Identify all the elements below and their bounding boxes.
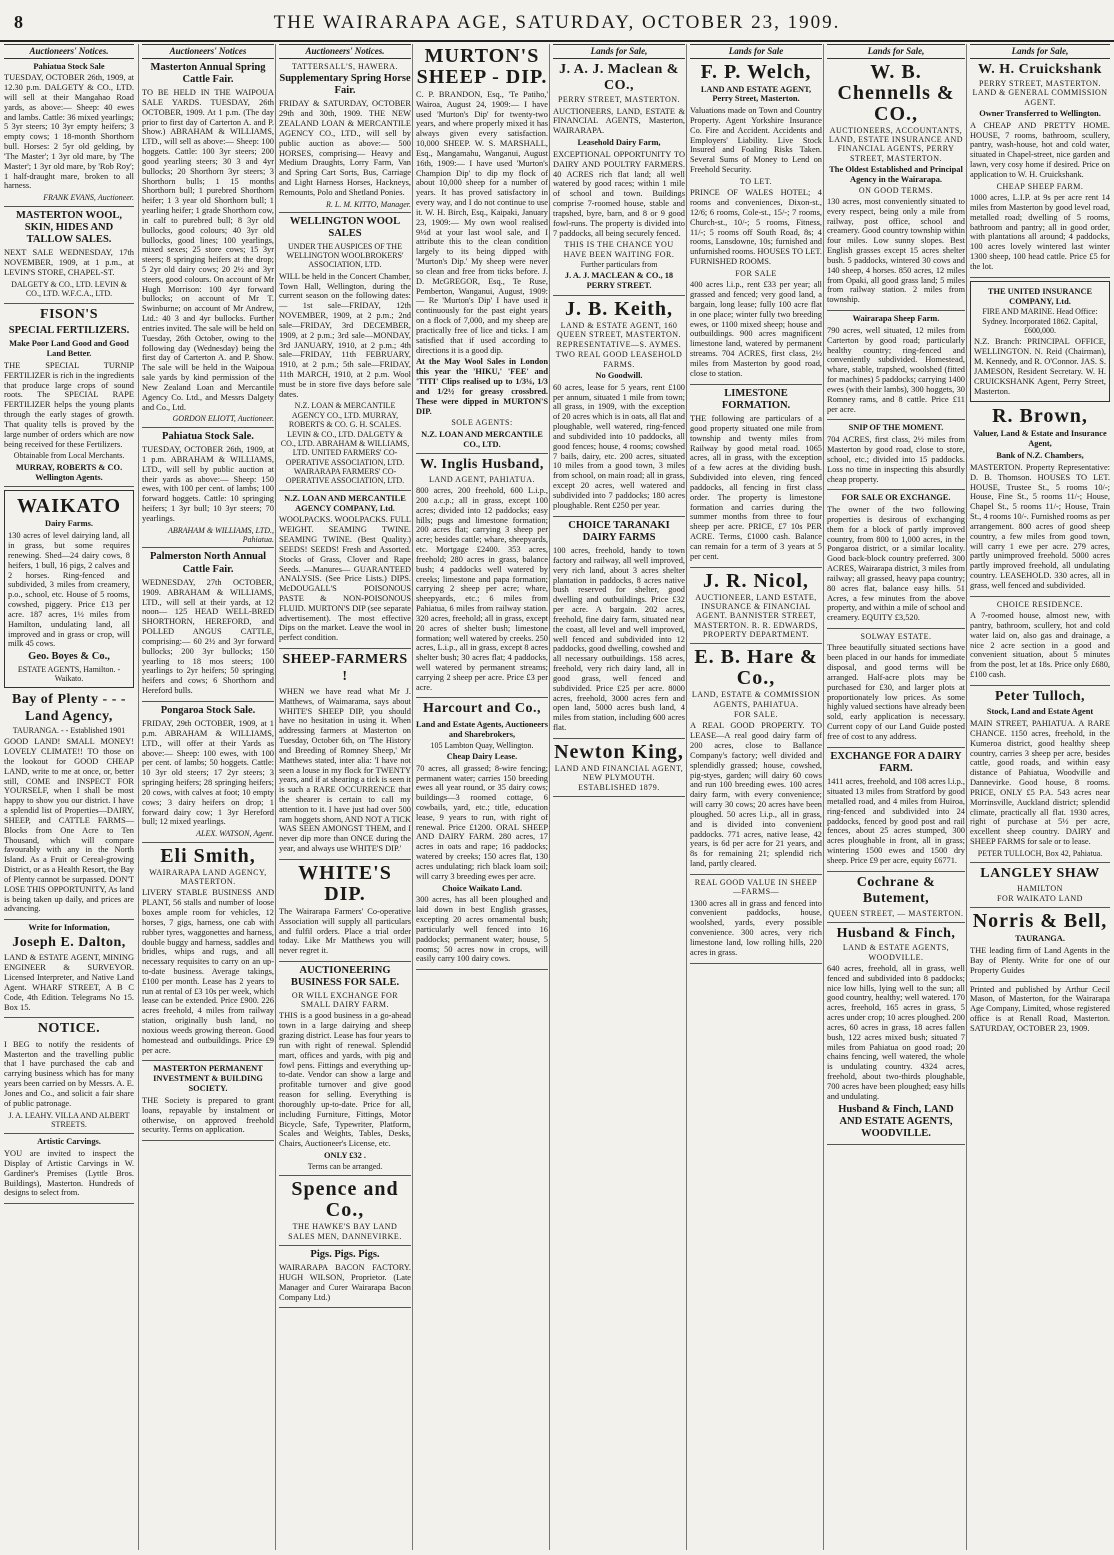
ad-welch xyxy=(690,62,822,385)
column-8 xyxy=(966,44,1113,1550)
column-header: Lands for Sale xyxy=(690,44,822,59)
ad-firm: Newton King, xyxy=(554,740,684,763)
ad-body: A 7-roomed house, almost new, with pantry, bathroom, scullery, hot and cold water laid on, also gas and drainage, a nice 2 acre section in a good and convenient situation, about 5 minutes from the post, let at 18s. Price only £680, £100 cash. xyxy=(970,611,1110,680)
ad-inglis-husband xyxy=(416,457,548,698)
ad-nz-loan xyxy=(279,494,411,649)
ad-address: 105 Lambton Quay, Wellington. xyxy=(430,740,534,750)
ad-goodwill: No Goodwill. xyxy=(595,370,643,380)
ad-title: FISON'S xyxy=(40,306,98,322)
ad-agents: MURRAY, ROBERTS & CO. Wellington Agents. xyxy=(15,462,123,482)
ad-firm: Geo. Boyes & Co., xyxy=(28,651,110,663)
ad-leasehold: Leasehold Dairy Farm, xyxy=(577,138,661,148)
ad-body: THE following are particulars of a good property situated one mile from township and twenty miles from Railway by good metal road. 1065 acres, all in grass, with the exception of a few acres at the dividing bush. Subdivided into eleven, ring fenced paddocks, all fencing in first class order. The property is limestone formation and carries during the summer months from three to four sheep per acre. PRICE, £7 10s PER ACRE. Terms, £1000 cash. Balance can remain for a term of 3 years at 5 per cent. xyxy=(690,414,822,561)
ad-signature: GORDON ELIOTT, Auctioneer. xyxy=(172,414,274,424)
ad-cheap: CHEAP SHEEP FARM. xyxy=(996,181,1084,191)
ad-cruickshank xyxy=(970,62,1110,278)
ad-body: 130 acres of level dairying land, all in grass, but some requires renewing. Shed—24 dairy cows, 8 heifers, 1 bull, 16 pigs, 2 calves and 2 horses. Ring-fenced and subdivided, 3 miles from creamery, p.o., school, etc. House of 5 rooms, cowshed, piggery. Price £13 per acre. 187 acres, 1½ miles from Hamilton, undulating land, all improved and in grass or crop, will milk 45 cows. xyxy=(8,531,130,649)
ad-title: FOR SALE OR EXCHANGE. xyxy=(841,493,951,503)
ad-body-2: 300 acres, has all been ploughed and laid down in best English grasses, excepting 20 acres ornamental bush; particularly well fenced into 16 paddocks; permanent water; house, 5 rooms; 50 acres now in crops, will easily carry 100 dairy cows. xyxy=(416,895,548,964)
ad-title: WELLINGTON WOOL SALES xyxy=(289,216,401,240)
ad-for-sale: FOR SALE. xyxy=(733,710,779,720)
ad-taranaki xyxy=(553,520,685,739)
ad-title: SHEEP-FARMERS ! xyxy=(282,652,408,684)
ad-body: TUESDAY, OCTOBER 26th, 1909, at 1 p.m. ABRAHAM & WILLIAMS, LTD., will sell by public auction at their yards as above:— Sheep: 150 ewes, with 100 per cent. of lambs; 100 forward hoggets. Cattle: 10 springing heifers; 1 3yr bull; 10 3yr steers; 70 yearlings. xyxy=(142,445,274,523)
ad-sub: LAND & ESTATE AGENTS, WOODVILLE. xyxy=(842,943,950,962)
ad-maclean xyxy=(553,62,685,297)
ad-signature: FRANK EVANS, Auctioneer. xyxy=(43,193,134,203)
column-header: Auctioneers' Notices. xyxy=(4,44,134,59)
ad-sub: LAND & ESTATE AGENT, 160 QUEEN STREET, MASTERTON. REPRESENTATIVE—S. AYMES. xyxy=(556,321,682,349)
ad-sub: LAND AND FINANCIAL AGENT, NEW PLYMOUTH. ESTABLISHED 1879. xyxy=(554,763,684,792)
ad-body: MASTERTON. Property Representative: D. B. Thomson. HOUSES TO LET. HOUSE, Trustee St., 5 rooms 10/-; House, Fine St., 5 rooms 11/-; House, Chapel St., 5 rooms 11/-; House, Train St., 4 rooms 10/-. Furnished rooms as per arrangement. 800 acres of good sheep country, a few miles from good town, will carry 1 ewe per acre. 279 acres, partly unimproved freehold. 5000 acres partly improved freehold, all undulating country. LEASEHOLD. 330 acres, all in grass, well fenced and subdivided. xyxy=(970,462,1110,590)
ad-body: YOU are invited to inspect the Display of Artistic Carvings in W. Gardiner's Premises (Lyttle Bros. Buildings), Masterton. Hundreds of designs to select from. xyxy=(4,1149,134,1198)
ad-body: GOOD LAND! SMALL MONEY! LOVELY CLIMATE!! TO those on the lookout for GOOD CHEAP LAND, write to me at once, or, better still, COME and INSPECT FOR YOURSELF, when I shall be most happy to show you our district. I have a splendid list of Properties—DAIRY, SHEEP, and CATTLE FARMS—Blocks from One Acre to Ten Thousand, which will compare favourably with any in the North Island. As a Fruit or Cereal-growing District, or as a Health Resort, the Bay of Plenty cannot be surpassed. DON'T LOSE THIS OPPORTUNITY, As land is being taken up daily, and prices are advancing. xyxy=(4,737,134,914)
column-header: Lands for Sale, xyxy=(970,44,1110,59)
column-header: Lands for Sale, xyxy=(553,44,685,59)
ad-firm: W. H. Cruickshank xyxy=(978,61,1102,77)
ad-sub: PERRY STREET, MASTERTON. xyxy=(557,95,681,105)
ad-terms: ON GOOD TERMS. xyxy=(858,185,934,195)
ad-title: Supplementary Spring Horse Fair. xyxy=(279,72,411,97)
ad-sub: PERRY STREET, MASTERTON. LAND & GENERAL COMMISSION AGENT. xyxy=(972,78,1108,107)
ad-sub: QUEEN STREET, — MASTERTON. xyxy=(828,908,964,918)
ad-body: 130 acres, most conveniently situated to every respect, being only a mile from railway, post office, school and creamery. Good country township within four miles. Low sunny slopes. Best English grasses except 15 acres shelter bush. 5 paddocks, wintered 30 cows and 140 sheep, 4 horses. 850 acres, 12 miles from Opaki, all good grass land; 5 miles from railway station. 2 miles from township. xyxy=(827,196,965,305)
page-number: 8 xyxy=(14,12,23,32)
ad-firm: J. R. Nicol, xyxy=(703,569,809,592)
ad-notice xyxy=(4,1021,134,1134)
ad-sub: AUCTIONEERS, ACCOUNTANTS, LAND, ESTATE INSURANCE AND FINANCIAL AGENTS, PERRY STREET, MASTERTON. xyxy=(828,125,964,163)
ad-subtitle: Dairy Farms. xyxy=(45,519,93,529)
ad-keith xyxy=(553,299,685,516)
ad-title: Pahiatua Stock Sale xyxy=(33,61,105,71)
ad-particulars: Further particulars from xyxy=(580,260,658,270)
ad-title: Artistic Carvings. xyxy=(37,1137,101,1147)
ad-body: 1300 acres all in grass and fenced into convenient paddocks, house, woolshed, yards, every possible convenience. 300 acres, very rich limestone land, low rolling hills, 220 acres in grass. xyxy=(690,898,822,957)
column-5 xyxy=(549,44,688,1550)
ad-sheep-value xyxy=(690,878,822,964)
ad-brown xyxy=(970,406,1110,596)
ad-title: REAL GOOD VALUE IN SHEEP —FARMS— xyxy=(694,877,818,897)
ad-chennells xyxy=(827,62,965,312)
ad-pongaroa xyxy=(142,705,274,843)
ad-carvings xyxy=(4,1137,134,1204)
ad-signature: PETER TULLOCH, Box 42, Pahiatua. xyxy=(977,848,1103,858)
ad-contact: J. A. J. MACLEAN & CO., 18 PERRY STREET. xyxy=(564,271,674,291)
ad-firm: Spence and Co., xyxy=(291,1178,399,1222)
ad-title: WHITE'S DIP. xyxy=(298,861,392,905)
ad-subtitle: SPECIAL FERTILIZERS. xyxy=(8,325,130,337)
ad-write: Write for Information, xyxy=(28,923,110,933)
ad-title: WAIKATO xyxy=(16,495,122,518)
ad-pahiatua-stock-sale xyxy=(4,62,134,207)
ad-cochrane xyxy=(827,875,965,923)
ad-bay-of-plenty xyxy=(4,692,134,920)
ad-body: The Wairarapa Farmers' Co-operative Association will supply all particulars and fulfil orders. Place a trial order today. Like Mr Matthews you will never regret it. xyxy=(279,906,411,956)
ad-palmerston xyxy=(142,551,274,702)
ad-tulloch xyxy=(970,689,1110,863)
ad-body: Three beautifully situated sections have been placed in our hands for immediate disposal, and good terms will be arranged. Half-acre plots may be purchased for £30, and larger plots at proportionately low prices. As some highly valued sections have already been sold, early application is necessary. Current copy of our Land Guide posted free of cost to any address. xyxy=(827,643,965,741)
ad-body: WHEN we have read what Mr J. Matthews, of Waimarama, says about WHITE'S SHEEP DIP, you should have no hesitation in using it. When addressing farmers at Masterton on Tuesday, October 6th, on 'The History and Breeding of Romney Sheep,' Mr Matthews stated, inter alia: 'I have not seen a louse in my flock for TWENTY years, and if at shearing a tick is seen it is such a RARE OCCURRENCE that the shearer is certain to call my attention to it. I have just had over 500 ram hoggets shorn, AND NOT A TICK WAS SEEN AMONGST THEM, and I never dip more than ONCE during the year, and always use WHITE'S DIP.' xyxy=(279,686,411,854)
ad-body: LAND & ESTATE AGENT, MINING ENGINEER & SURVEYOR. Licensed Interpreter, and Native Land Agent. WHARF STREET, A B C Code, 4th Edition. Telegrams No 15. Box 15. xyxy=(4,953,134,1012)
ad-signature: ABRAHAM & WILLIAMS, LTD., Pahiatua. xyxy=(167,525,274,545)
ad-body: 1411 acres, freehold, and 108 acres l.i.p., situated 13 miles from Stratford by good metalled road, and 4 miles from Huiroa, ring-fenced and subdivided into 24 paddocks, fenced by good post and rail fences, about 25 acres stumped, 300 acres ploughable in front, all in grass; wintering 1500 ewes and 1500 dry sheep. Price £9 per acre, equity £6771. xyxy=(827,777,965,865)
ad-tag: FOR WAIKATO LAND xyxy=(997,893,1083,903)
ad-firm: Harcourt and Co., xyxy=(423,701,541,717)
ad-title: Palmerston North Annual Cattle Fair. xyxy=(149,551,267,575)
ad-body: 70 acres, all grassed; 8-wire fencing; permanent water; carries 150 breeding ewes all year round, or 35 dairy cows; buildings—3 roomed cottage, 6 cowbails, yard, etc.; title, education lease, 9 years to run, with right of renewal. Price £1200. ORAL SHEEP AND DAIRY FARM. 280 acres, 17 acres in oats and rape; 16 paddocks; watered by creeks; 150 acres flat, 130 acres undulating; rich black loam soil; will carry 3 breeding ewes per acre. xyxy=(416,763,548,881)
ad-oldest: The Oldest Established and Principal Agency in the Wairarapa. xyxy=(829,164,963,184)
ad-title: MASTERTON WOOL, SKIN, HIDES AND TALLOW SALES. xyxy=(15,209,122,246)
ad-body: A REAL GOOD PROPERTY. TO LEASE—A real good dairy farm of 200 acres, close to Ballance Company's factory; well divided and splendidly grassed; house, cowshed, pig-styes, garden; will dairy 60 cows and run 100 breeding ewes. 100 acres dairy farm, with every convenience; will carry 30 cows; 20 acres have been ploughed. 50 acres l.i.p., all in grass, and is divided into convenient paddocks. 771 acres, native lease, 42 years, is 6d per acre for 21 years, and 8s for remaining 21; splendid rich land, partly cleared. xyxy=(690,721,822,869)
ad-title: NOTICE. xyxy=(37,1021,101,1037)
ad-title: Pigs. Pigs. Pigs. xyxy=(310,1248,380,1260)
ad-newton-king xyxy=(553,742,685,797)
ad-title: N.Z. LOAN AND MERCANTILE AGENCY COMPANY, Ltd. xyxy=(284,493,406,513)
ad-label: TATTERSALL'S, HAWERA. xyxy=(292,61,398,71)
ad-exchange-dairy xyxy=(827,751,965,872)
ad-firm: Husband & Finch, xyxy=(836,925,956,941)
ad-spring-fair xyxy=(142,62,274,428)
ad-agents: N.Z. LOAN AND MERCANTILE CO., LTD. xyxy=(421,429,543,449)
ad-wool-sales xyxy=(4,210,134,304)
ad-body: THE SPECIAL TURNIP FERTILIZER is rich in the ingredients that produce large crops of sound roots. The SPECIAL RAPE FERTILIZER helps the young plants through the early stages of growth. That quality tells is proved by the large number of orders which are now being received for these Fertilizers. xyxy=(4,361,134,449)
ad-signature: ALEX. WATSON, Agent. xyxy=(196,829,274,839)
ad-firm: J. B. Keith, xyxy=(564,298,674,321)
ad-langley-shaw xyxy=(970,866,1110,908)
ad-sub: LAND AND ESTATE AGENT, Perry Street, Masterton. xyxy=(700,84,812,104)
column-header: Auctioneers' Notices xyxy=(142,44,274,59)
ad-wairarapa-sheep xyxy=(827,314,965,420)
ad-title: Bay of Plenty - - - Land Agency, xyxy=(11,692,127,724)
ad-owner: Owner Transferred to Wellington. xyxy=(979,108,1101,118)
ad-firm: E. B. Hare & Co., xyxy=(694,646,818,690)
ad-sub: LAND AGENT, PAHIATUA. xyxy=(428,474,536,484)
ad-body-3: 400 acres l.i.p., rent £33 per year; all grassed and fenced; very good land, a bargain, long lease; fully 100 acre flat in one place; winter fully two breeding ewes, or 1100 mixed sheep; house and outbuildings. 900 acres magnificent limestone land, watered by permanent streams. 704 ACRES, first class, 2½ miles from Masterton by good road, close to station. xyxy=(690,280,822,378)
ad-cheap-lease: Cheap Dairy Lease. xyxy=(446,751,518,761)
column-6 xyxy=(686,44,825,1550)
ad-body: TUESDAY, OCTOBER 26th, 1909, at 12.30 p.m. DALGETY & CO., LTD. will sell at their Mangahao Road yards, as above:— Sheep: 40 ewes and lambs. Cattle: 36 mixed yearlings; 5 3yr steers; 10 3yr empty heifers; 3 empty cows; 1 18-month Shorthorn bull. Horses: 2 5yr old gelding, by 'The Master'; 1 3yr old mare, by 'The Master'; 1 3yr old mare, by 'Rob Roy'; 1 half-draught mare, broken to all harness. xyxy=(4,73,134,191)
ad-leasehold: TWO REAL GOOD LEASEHOLD FARMS. xyxy=(555,350,683,369)
ad-spence xyxy=(279,1179,411,1246)
ad-body: WOOLPACKS. WOOLPACKS. FULL WEIGHT. SEAMING TWINE. SEAMING TWINE. (Best Quality.) SEEDS! SEEDS! Fresh and Assorted. Stocks of Grass, Clover and Rape Seeds. —Manures— GUARANTEED ANALYSIS. (See Price Lists.) DIPS. McDOUGALL'S POISONOUS PASTE & NON-POISONOUS FLUID. MURTON'S DIP (see separate advertisement). The most effective Dips on the market. Leave the wool in perfect condition. xyxy=(279,515,411,643)
ad-body: LIVERY STABLE BUSINESS AND PLANT, 56 stalls and number of loose boxes ample room for vehicles, 12 horses, 7 gigs, harness, one cab with rubber tyres, waggonettes and harness, double buggy and harness, saddles and bridles, whips and rugs, and all necessary requisites to carry on an up-to-date business. Average takings, £100 per month. Lease has 2 years to run at rental of £3 10s per week, which lease can be extended. Price £900. 226 acres freehold, 4 miles from railway station, originally bush land, no noxious weeds growing thereon. Good homestead and outbuildings. Price £9 per acre. xyxy=(142,888,274,1055)
ad-firm-sub: ESTATE AGENTS, Hamilton. - Waikato. xyxy=(17,664,121,683)
ad-tattersalls xyxy=(279,62,411,214)
ad-sub: LAND, ESTATE & COMMISSION AGENTS, PAHIATUA. xyxy=(691,690,821,709)
ad-firm: W. Inglis Husband, xyxy=(420,457,544,473)
column-header: Auctioneers' Notices. xyxy=(279,44,411,59)
ad-title: MASTERTON PERMANENT INVESTMENT & BUILDING SOCIETY. xyxy=(153,1064,263,1094)
ad-united-insurance xyxy=(970,281,1110,403)
masthead xyxy=(0,0,1114,42)
ad-body: WILL be held in the Concert Chamber, Town Hall, Wellington, during the current season on the following dates:— 1st sale—FRIDAY, 12th NOVEMBER, 1909, at 2 p.m.; 2nd sale—FRIDAY, 3rd DECEMBER, 1909, at 2 p.m.; 3rd sale—MONDAY, 3rd JANUARY, 1910, at 2 p.m.; 4th sale—FRIDAY, 11th FEBRUARY, 1910, at 2 p.m.; 5th sale—FRIDAY, 11th MARCH, 1910, at 2 p.m. Wool must be in store five days before sale dates. xyxy=(279,271,411,399)
ad-body: 100 acres, freehold, handy to town factory and railway, all well improved, very rich land, about 3 acres shelter plantation in paddocks, 8 acres native bush reserved for shelter, good dwelling and outbuildings. Price £32 per acre. A bargain. 202 acres, freehold, fine dairy farm, situated near the coast, all level and well improved, well fenced and subdivided into 12 paddocks, good dwelling, cowshed and all necessary outbuildings. 158 acres, freehold, very rich dairy land, all in good grass, well fenced and subdivided. Price £25 per acre. 8000 acres, freehold, 3000 acres fern and open land, 5000 acres bush land, 4 miles from station, including 600 acres flat. xyxy=(553,546,685,732)
ad-agents-label: SOLE AGENTS: xyxy=(451,418,513,428)
ad-body: TO BE HELD IN THE WAIPOUA SALE YARDS. TUESDAY, 26th OCTOBER, 1909. At 1 p.m. (The day prior to first day of Carterton A. and P. Show.) ABRAHAM & WILLIAMS, LTD., will sell as above:— Sheep: 100 hoggets. Cattle: 100 3yr steers; 200 good yearling steers; 30 3 and 4yr bullocks; 20 Shorthorn 3yr steers; 3 Shorthorn bulls; 1 15 months Shorthorn bull; 1 purebred Shorthorn heifer; 1 3 year old Shorthorn bull; 1 yearling heifer; 1 grade Shorthorn cow, in calf to purebred bull; 8 3yr old bullocks, good colours; 40 3yr old bullocks, good lines; 100 yearlings, mixed sexes; 25 store cows; 15 3yr steers; 8 springing heifers at the drop; 5 2yr old dairy cows; 20 2½ and 3yr steers, good colours. On account of Mr Hugh Morrison: 100 4yr forward bullocks; on account of Mr T. Swinburne; on account of Mr Andrew, Ltd.: 40 3 and 4yr bullocks. Further entries invited. The sale will be held on Tuesday, 26th October, owing to the following day (Wednesday) being the first day of Carterton A. and P. Show. The sale will be held in the Waipoua sale yards by kind permission of the New Zealand Loan and Mercantile Agency Co. Ltd., and Messrs Dalgety and Co., Ltd. xyxy=(142,88,274,412)
ad-wellington-wool xyxy=(279,216,411,491)
ad-body: I BEG to notify the residents of Masterton and the travelling public that I have purchased the cab and carrying business which has for many years been carried on by Messrs. A. E. Jones and Co., and solicit a fair share of public patronage. xyxy=(4,1039,134,1108)
ad-hare xyxy=(690,647,822,875)
ad-nicol xyxy=(690,571,822,645)
ad-sub: AUCTIONEER, LAND ESTATE, INSURANCE & FINANCIAL AGENT. BANNISTER STREET, MASTERTON. R. R. EDWARDS, PROPERTY DEPARTMENT. xyxy=(693,592,819,640)
ad-title: THE UNITED INSURANCE COMPANY, Ltd. xyxy=(987,286,1093,306)
ad-terms: Terms can be arranged. xyxy=(307,1161,383,1171)
column-3 xyxy=(275,44,414,1550)
ad-bank: Bank of N.Z. Chambers, xyxy=(996,451,1084,461)
newspaper-title: THE WAIRARAPA AGE, SATURDAY, OCTOBER 23, 1909. xyxy=(273,12,841,33)
ad-body: MAIN STREET, PAHIATUA. A RARE CHANCE. 1150 acres, freehold, in the Kumeroa district, good healthy sheep country, carries 3 sheep per acre, besides cattle, good roads, and within easy distance of Pahiatua, Woodville and Dannevirke. Good house, 8 rooms. PRICE, ONLY £5 P.A. 543 acres near Morrinsville, Auckland district; splendid climate, practically all flat. 1930 acres, right of purchase at 5½ per acre, excellent sheep country. DAIRY and SHEEP FARMS for sale or to lease. xyxy=(970,719,1110,846)
ad-whites-dip xyxy=(279,863,411,962)
imprint: Printed and published by Arthur Cecil Mason, of Masterton, for the Wairarapa Age Company, Limited, whose registered office is at Renall Road, Masterton. SATURDAY, OCTOBER 23, 1909. xyxy=(970,984,1110,1033)
ad-signature: N.Z. LOAN & MERCANTILE AGENCY CO., LTD. MURRAY, ROBERTS & CO. G. H. SCALES. LEVIN & CO., LTD. DALGETY & CO., LTD. ABRAHAM & WILLIAMS, LTD. UNITED FARMERS' CO-OPERATIVE ASSOCIATION, LTD. WAIRARAPA FARMERS' CO-OPERATIVE ASSOCIATION, LTD. xyxy=(280,401,410,486)
ad-sub: WAIRARAPA LAND AGENCY, MASTERTON. xyxy=(149,867,267,886)
ad-body: 640 acres, freehold, all in grass, well fenced and subdivided into 8 paddocks; nice low hills, lying well to the sun; all good country, healthy; well watered. 170 acres, freehold, 165 acres in grass, 5 acres under crop; 10 acres ploughed. 200 acres, 60 acres in grass, 18 acres fallen bush, 122 acres mixed bush; situated 7 miles from Pahiatua on good road; 20 chains fencing, well watered, the whole is undulating country. 4324 acres, freehold, about two-thirds ploughable, 700 acres have been ploughed; easy hills and undulating. xyxy=(827,963,965,1101)
ad-body: THIS is a good business in a go-ahead town in a large dairying and sheep grazing district. Lease has four years to run with right of renewal. Splendid mart, offices and yards, with pig and fowl pens. Fittings and everything up-to-date. Vendor can show a large and profitable turnover and give good reason for selling. Everything is thoroughly up-to-date. Price for all, including Furniture, Fittings, Motor Bicycle, Safe, Typewriter, Platform, Scales and Weights, Tables, Desks, Chairs, Auctioneer's License, etc. xyxy=(279,1011,411,1149)
ad-body: THE leading firm of Land Agents in the Bay of Plenty. Write for one of our Property Guides xyxy=(970,946,1110,975)
ad-body: NEXT SALE WEDNESDAY, 17th NOVEMBER, 1909, at 1 p.m., at LEVIN'S STORE, CHAPEL-ST. xyxy=(4,248,134,278)
ad-solway xyxy=(827,632,965,748)
ad-murtons xyxy=(416,46,548,454)
ad-body: The owner of the two following properties is desirous of exchanging them for a block of partly improved country, from 800 to 1,000 acres, in the Pongaroa district, or a similar locality. Good back-block country preferred. 300 ACRES, Wairarapa district, 3 miles from railway; all grassed, heavy papa country; 80 acres flat, balance easy hills. 51 Acres, a few minutes from the above property, and within a mile of school and creamery. EQUITY £3,520. xyxy=(827,505,965,623)
column-header: Lands for Sale, xyxy=(827,44,965,59)
ad-body: WEDNESDAY, 27th OCTOBER, 1909. ABRAHAM & WILLIAMS, LTD., will sell at their yards, at 12 noon— 125 HEAD WELL-BRED SHORTHORN, HEREFORD, and POLLED ANGUS CATTLE, comprising:— 60 2½ and 3yr forward bullocks; 200 3yr bullocks; 150 yearling to 18 mos steers; 100 yearlings to 2yr heifers; 50 springing heifers and cows; 6 Shorthorn and Hereford bulls. xyxy=(142,577,274,696)
ad-firm: F. P. Welch, xyxy=(700,60,812,83)
ad-highlight: At the May Wool Sales in London this year the 'HIKU,' 'FEE' and 'TITI' Clips realised up to 1/3¼, 1/3 and 1/2½ for greasy crossbred. These were dipped in MURTON'S DIP. xyxy=(416,357,548,416)
ad-exchange xyxy=(827,493,965,629)
ad-firm: Joseph E. Dalton, xyxy=(12,935,126,951)
ad-to-let: TO LET. xyxy=(739,176,773,186)
ad-chance: THIS IS THE CHANCE YOU HAVE BEEN WAITING FOR. xyxy=(563,240,675,259)
ad-sub: TAURANGA. xyxy=(1015,934,1065,944)
ad-body: N.Z. Branch: PRINCIPAL OFFICE, WELLINGTON. N. Reid (Chairman), M. Kennedy, and R. O'Connor. JAS. S. JAMESON, Resident Secretary. W. H. CRUICKSHANK Agent, Perry Street, Masterton. xyxy=(974,337,1106,396)
ad-waikato xyxy=(4,490,134,688)
ad-title: EXCHANGE FOR A DAIRY FARM. xyxy=(830,750,962,775)
ad-signature: DALGETY & CO., LTD. LEVIN & CO., LTD. W.F.C.A., LTD. xyxy=(11,279,127,299)
ad-firm: W. B. Chennells & CO., xyxy=(837,60,955,125)
ad-body: C. P. BRANDON, Esq., 'Te Patiho,' Wairoa, August 24, 1909:— I have used 'Murton's Dip' for twenty-two years, and where properly mixed it has always given every satisfaction. 10,000 SHEEP. W. S. MARSHALL, Esq., Mangamahu, Wanganui, August 16th, 1909:— I have used 'Murton's Champion Dip' to dip my flock of about 10,000 sheep for a number of years. It has proved satisfactory in every way, and I do not continue to use it. W. H. Birch, Esq., Kaipaki, January 23, 1909:— My own wool realised 9½d at your last wool sale, and I attribute this to the clean condition largely to its being dipped with 'Murton's Dip.' My sheep were never so clean and free from ticks before. J. D. McGREGOR, Esq., Te Ruse, Pemberton, Wanganui, August, 1909:— Re 'Murton's Dip' I have used it continuously for the past eight years on a flock of 7,000, and my sheep are practically free of lice and ticks. I am satisfied that if used according to directions it is a good dip. xyxy=(416,90,548,355)
ad-title: Masterton Annual Spring Cattle Fair. xyxy=(150,61,266,85)
ad-pahiatua-sale xyxy=(142,431,274,549)
ad-sub: Valuer, Land & Estate and Insurance Agent, xyxy=(973,429,1107,449)
ad-sheep-farmers xyxy=(279,652,411,860)
column-2 xyxy=(138,44,277,1550)
ad-for-sale: FOR SALE xyxy=(735,268,777,278)
ad-body: A CHEAP AND PRETTY HOME. HOUSE, 7 rooms, bathroom, scullery, pantry, wash-house, hot and cold water, situated in Chapel-street, nice garden and lawn, very cosy home if desired. Price on application to W. H. Cruickshank. xyxy=(970,120,1110,179)
column-7 xyxy=(823,44,968,1550)
ad-snip xyxy=(827,423,965,490)
ad-permanent-society xyxy=(142,1064,274,1141)
ad-sub: OR WILL EXCHANGE FOR SMALL DAIRY FARM. xyxy=(291,990,399,1010)
ad-firm: Cochrane & Butement, xyxy=(856,874,936,907)
ad-footer: Husband & Finch, LAND AND ESTATE AGENTS, WOODVILLE. xyxy=(838,1103,954,1140)
ad-husband-finch xyxy=(827,926,965,1146)
ad-body: 704 ACRES, first class, 2½ miles from Masterton by good road, close to store, school, etc.; divided into 15 paddocks. Loss no time in inspecting this absurdly cheap property. xyxy=(827,435,965,484)
ad-body: WAIRARAPA BACON FACTORY. HUGH WILSON, Proprietor. (Late Manager and Curer Wairarapa Bacon Company Ltd.) xyxy=(279,1263,411,1302)
ad-signature: R. L. M. KITTO, Manager. xyxy=(326,199,411,209)
column-1 xyxy=(4,44,137,1550)
ad-firm: R. Brown, xyxy=(992,405,1088,428)
ad-body: THE Society is prepared to grant loans, repayable by instalment or otherwise, on approved freehold security. Terms on application. xyxy=(142,1095,274,1135)
ad-price: ONLY £32 . xyxy=(324,1150,366,1160)
ad-title: CHOICE TARANAKI DAIRY FARMS xyxy=(568,519,670,543)
ad-eli-smith xyxy=(142,846,274,1062)
ad-pigs xyxy=(279,1249,411,1309)
ad-signature: J. A. LEAHY. VILLA AND ALBERT STREETS. xyxy=(8,1110,130,1129)
ad-choice-residence xyxy=(970,600,1110,686)
ad-title: SOLWAY ESTATE. xyxy=(860,632,932,642)
ad-norris-bell xyxy=(970,911,1110,981)
ad-tagline: Make Poor Land Good and Good Land Better. xyxy=(9,339,129,359)
ad-body: 790 acres, well situated, 12 miles from Carterton by good road; particularly healthy country; ring-fenced and conveniently subdivided. Homestead, whare, stable, trapshed, woolshed (fitted for machines) 5 paddocks; carrying 1400 ewes (with their lambs), 300 hoggets, 30 Romney rams, and 8 cattle. Price £11 per acre. xyxy=(827,325,965,414)
ad-dalton xyxy=(4,923,134,1018)
ad-limestone xyxy=(690,388,822,568)
ad-choice: Choice Waikato Land. xyxy=(441,883,523,893)
ad-body: 60 acres, lease for 5 years, rent £100 per annum, situated 1 mile from town; all grass, in 1909, with the exception of 20 acres which is in oats, all flat and ploughable, well watered, ring-fenced and subdivided into 10 paddocks, all good fences; house, 4 rooms; cowshed 7 bails, dairy, etc. 200 acres, situated 10 miles from a good town, 3 miles from school, on main road; all in grass, except 20 acres, well watered and subdivided into 7 paddocks; 180 acres ploughable. Rent £250 per year. xyxy=(553,382,685,510)
ad-firm: J. A. J. Maclean & CO., xyxy=(559,61,679,93)
ad-note: Obtainable from Local Merchants. xyxy=(13,451,125,461)
ad-sub: FIRE AND MARINE. Head Office: Sydney. Incorporated 1862. Capital, £600,000. xyxy=(982,307,1098,336)
ad-sub: Land and Estate Agents, Auctioneers and Sharebrokers, xyxy=(416,719,548,739)
ad-title: MURTON'S SHEEP - DIP. xyxy=(416,45,548,88)
ad-sub: HAMILTON xyxy=(1017,883,1063,893)
ad-body: FRIDAY & SATURDAY, OCTOBER 29th and 30th, 1909. THE NEW ZEALAND LOAN & MERCANTILE AGENCY CO., LTD., will sell by public auction as above:— 500 HORSES, comprising— Heavy and Medium Draughts, Lorry Farm, Van and Spring Cart Sorts, Bus, Carriage and Light Harness Horses, Hackneys, Remounts, Polo and Shetland Ponies. xyxy=(279,99,411,197)
ad-sub: THE HAWKE'S BAY LAND SALES MEN, DANNEVIRKE. xyxy=(288,1222,402,1241)
column-4 xyxy=(412,44,551,1550)
ad-title: Pahiatua Stock Sale. xyxy=(162,430,254,442)
ad-title: CHOICE RESIDENCE. xyxy=(996,599,1084,609)
ad-sub: UNDER THE AUSPICES OF THE WELLINGTON WOOLBROKERS' ASSOCIATION, LTD. xyxy=(286,241,404,270)
ad-title: SNIP OF THE MOMENT. xyxy=(848,423,944,433)
ad-body: AUCTIONEERS, LAND, ESTATE & FINANCIAL AGENTS, Masterton, WAIRARAPA. xyxy=(553,106,685,136)
ad-body: 800 acres, 200 freehold, 600 L.i.p., 200 a.c.p.; all in grass, except 100 acres; divided into 12 paddocks; easy hills; pugs and limestone formation; 200 acres flat; carrying 3 sheep per acre; besides cattle; whare, sheepyards, etc. Mortgage £2400. 353 acres, freehold; 280 acres in grass, balance bush; 4 paddocks well watered by creeks; limestone and papa formation; carrying 2 sheep per acre; whare, sheepyards, etc.; 6 miles from Pahiatua, 6 miles from railway station. 320 acres, freehold; all in grass, except 20 acres of shelter bush; limestone formation; well watered by creeks. 250 acres, L.i.p., all in grass, except 8 acres shelter bush; 30 acres flat; 4 paddocks, well watered by permanent streams; carrying 2 sheep per acre. Price £3 per acre. xyxy=(416,486,548,692)
ad-body: FRIDAY, 29th OCTOBER, 1909, at 1 p.m. ABRAHAM & WILLIAMS, LTD., will offer at their Yards as above:— Sheep: 100 ewes, with 100 per cent. of lambs; 50 hoggets. Cattle: 10 3yr old steers; 17 2yr steers; 3 springing heifers; 28 springing heifers; 20 cows, with calves at foot; 10 empty cows; 3 dairy heifers on drop; 1 forward dairy cow; 1 3yr Hereford bull; 12 mixed yearlings. xyxy=(142,719,274,827)
ad-body-2: EXCEPTIONAL OPPORTUNITY TO DAIRY AND POULTRY FARMERS. 40 ACRES rich flat land; all well watered by good races; within 1 mile of school and town. Buildings comprise 7-roomed house, stable and trapshed, byre, barn, and 8 or 9 good fowl-runs. The property is divided into 7 paddocks, all being securely fenced. xyxy=(553,149,685,238)
ad-firm: Peter Tulloch, xyxy=(995,688,1085,704)
ad-harcourt xyxy=(416,701,548,970)
ad-body-2: 1000 acres, L.I.P. at 9s per acre rent 14 miles from Masterton by good level road, metalled road; dwelling of 5 rooms, bathroom and pantry; all in good order, with plantations all around; 4 paddocks, 100 acres lovely wintered last winter 1300 sheep, 100 head cattle. Price £5 for the lot. xyxy=(970,193,1110,271)
ad-title: AUCTIONEERING BUSINESS FOR SALE. xyxy=(290,965,400,989)
ad-title: LIMESTONE FORMATION. xyxy=(721,387,791,411)
ad-firm: Norris & Bell, xyxy=(972,910,1108,933)
ad-sub: TAURANGA. - - Established 1901 xyxy=(12,725,126,735)
ad-title: Wairarapa Sheep Farm. xyxy=(852,314,940,324)
ad-firm: LANGLEY SHAW xyxy=(980,866,1100,882)
ad-title: Pongaroa Stock Sale. xyxy=(160,704,256,716)
ad-auctioneering xyxy=(279,965,411,1176)
ad-body: Valuations made on Town and Country Property. Agent Yorkshire Insurance Co. Fire and Accident. Accidents and Employers' Liability. Live Stock Insured and Foaling Risks Taken. Several Sums of Money to Lend on Freehold Security. xyxy=(690,106,822,175)
ad-fisons xyxy=(4,307,134,488)
ad-body-2: PRINCE OF WALES HOTEL; 4 rooms and conveniences, Dixon-st., 12/6; 6 rooms, Cole-st., 15/-; 7 rooms, Church-st., 10/-; 5 rooms, Fitness, 11/-; 5 rooms off South Road, 8s; 4 rooms, Lansdowne, 10s; furnished and unfurnished rooms. HOUSES TO LET. FURNISHED ROOMS. xyxy=(690,188,822,267)
ad-sub: Stock, Land and Estate Agent xyxy=(986,707,1094,717)
ad-firm: Eli Smith, xyxy=(160,844,256,867)
